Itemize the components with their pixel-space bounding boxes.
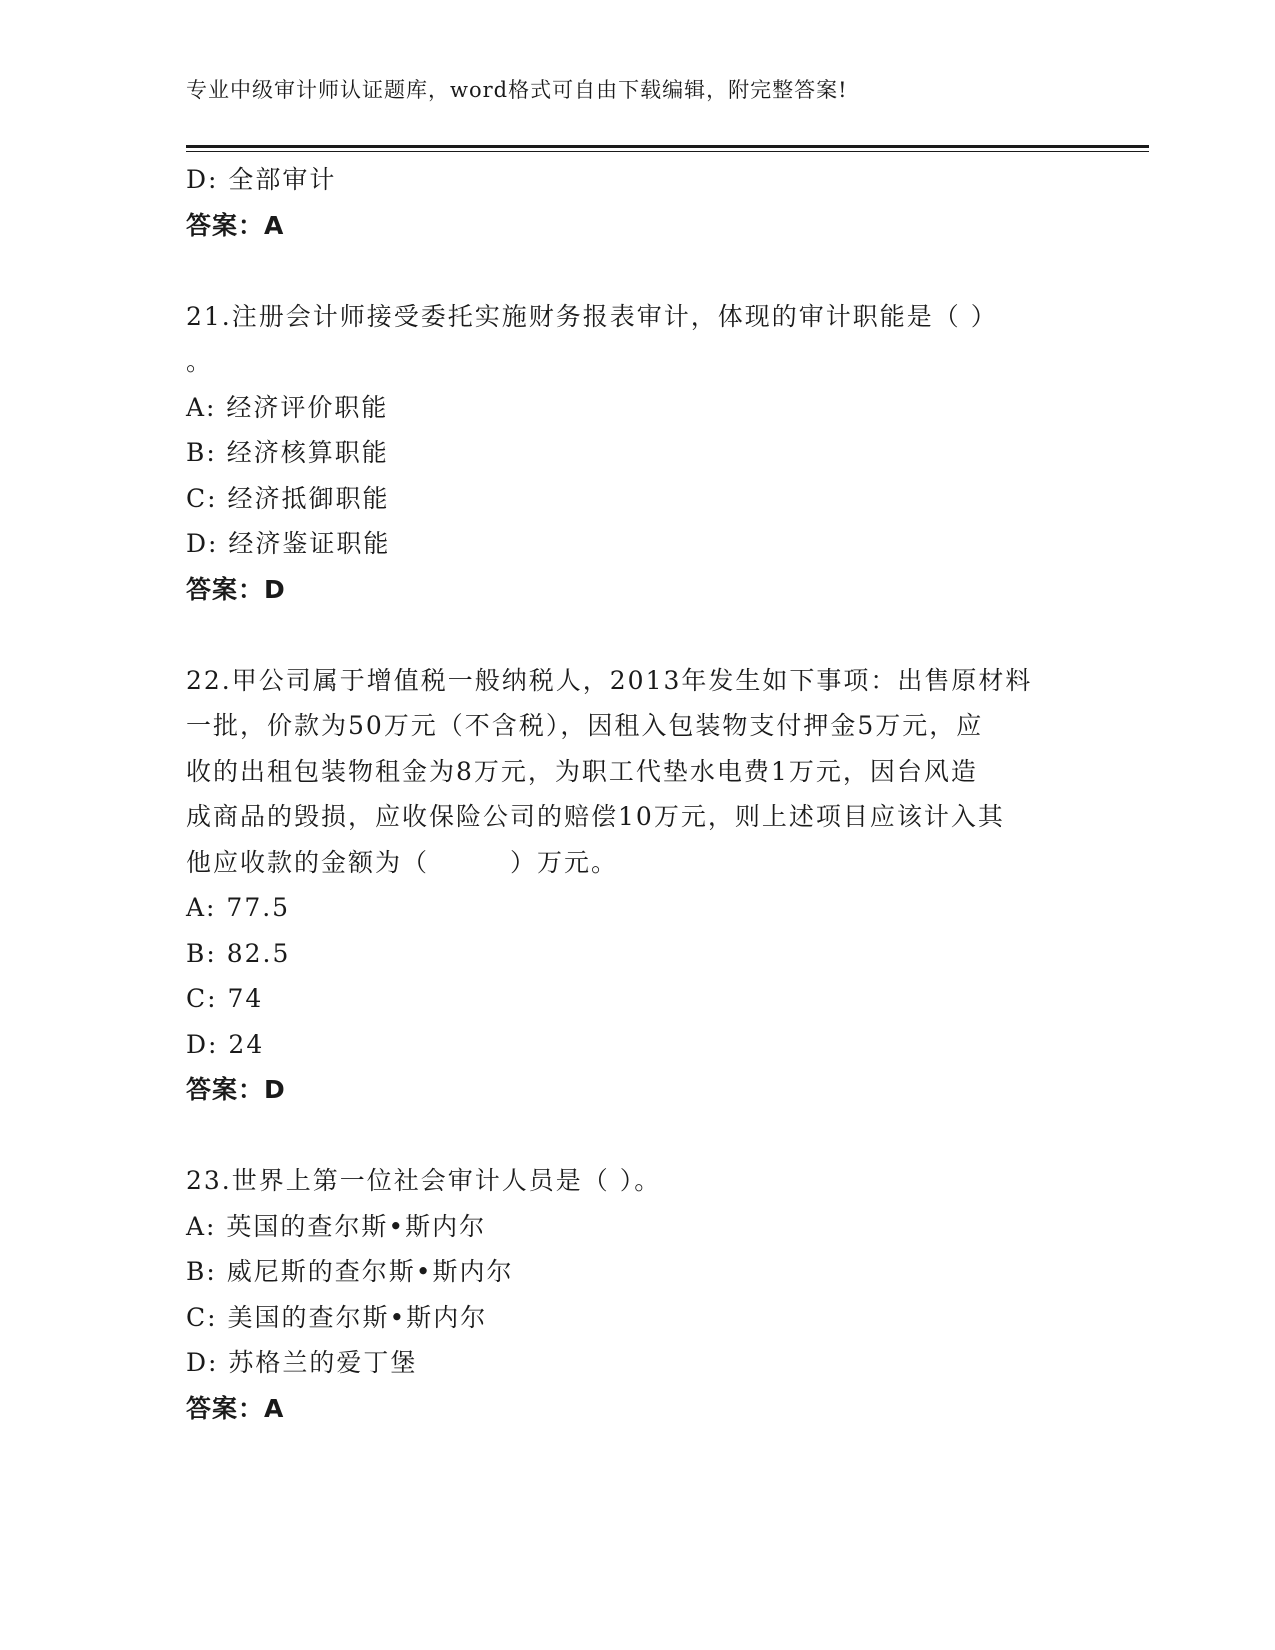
stem-line: 成商品的毁损，应收保险公司的赔偿10万元，则上述项目应该计入其 (186, 802, 1005, 831)
stem-line: 23.世界上第一位社会审计人员是（ ）。 (186, 1166, 662, 1195)
question-content (186, 157, 1086, 1431)
question-22-option-d: D: 24 (186, 1029, 265, 1059)
question-22-option-a: A: 77.5 (186, 893, 291, 922)
question-23-option-d: D: 苏格兰的爱丁堡 (186, 1348, 418, 1377)
header-rule-thick (186, 145, 1149, 148)
question-21-option-c: C: 经济抵御职能 (186, 483, 390, 513)
question-22-answer: 答案：D (186, 1075, 286, 1104)
question-22-option-b: B: 82.5 (186, 938, 291, 968)
question-23-option-a: A: 英国的查尔斯•斯内尔 (186, 1211, 487, 1241)
prev-option-d: D: 全部审计 (186, 165, 337, 194)
stem-line: 22.甲公司属于增值税一般纳税人，2013年发生如下事项：出售原材料 (186, 665, 1033, 695)
stem-line: 收的出租包装物租金为8万元，为职工代垫水电费1万元，因台风造 (186, 756, 978, 786)
question-21-option-b: B: 经济核算职能 (186, 438, 389, 467)
question-21-option-a: A: 经济评价职能 (186, 392, 389, 422)
question-23-answer: 答案：A (186, 1393, 285, 1423)
question-23-option-c: C: 美国的查尔斯•斯内尔 (186, 1302, 488, 1332)
header-rule-thin (186, 151, 1149, 152)
question-22-stem (186, 658, 1066, 886)
spacer (186, 1113, 1086, 1159)
question-23-stem (186, 1158, 1066, 1204)
prev-answer: 答案：A (186, 210, 285, 240)
spacer (186, 248, 1086, 294)
stem-line: 。 (186, 347, 214, 376)
page-header: 专业中级审计师认证题库，word格式可自由下载编辑，附完整答案! (186, 78, 848, 102)
question-21-option-d: D: 经济鉴证职能 (186, 529, 391, 558)
question-23-option-b: B: 威尼斯的查尔斯•斯内尔 (186, 1257, 514, 1286)
question-21-answer: 答案：D (186, 574, 286, 604)
question-22-option-c: C: 74 (186, 984, 264, 1013)
stem-line: 一批，价款为50万元（不含税），因租入包装物支付押金5万元，应 (186, 711, 984, 740)
stem-line: 21.注册会计师接受委托实施财务报表审计，体现的审计职能是（ ） (186, 301, 998, 331)
stem-line: 他应收款的金额为（ ）万元。 (186, 847, 619, 877)
question-21-stem (186, 294, 1066, 385)
spacer (186, 612, 1086, 658)
